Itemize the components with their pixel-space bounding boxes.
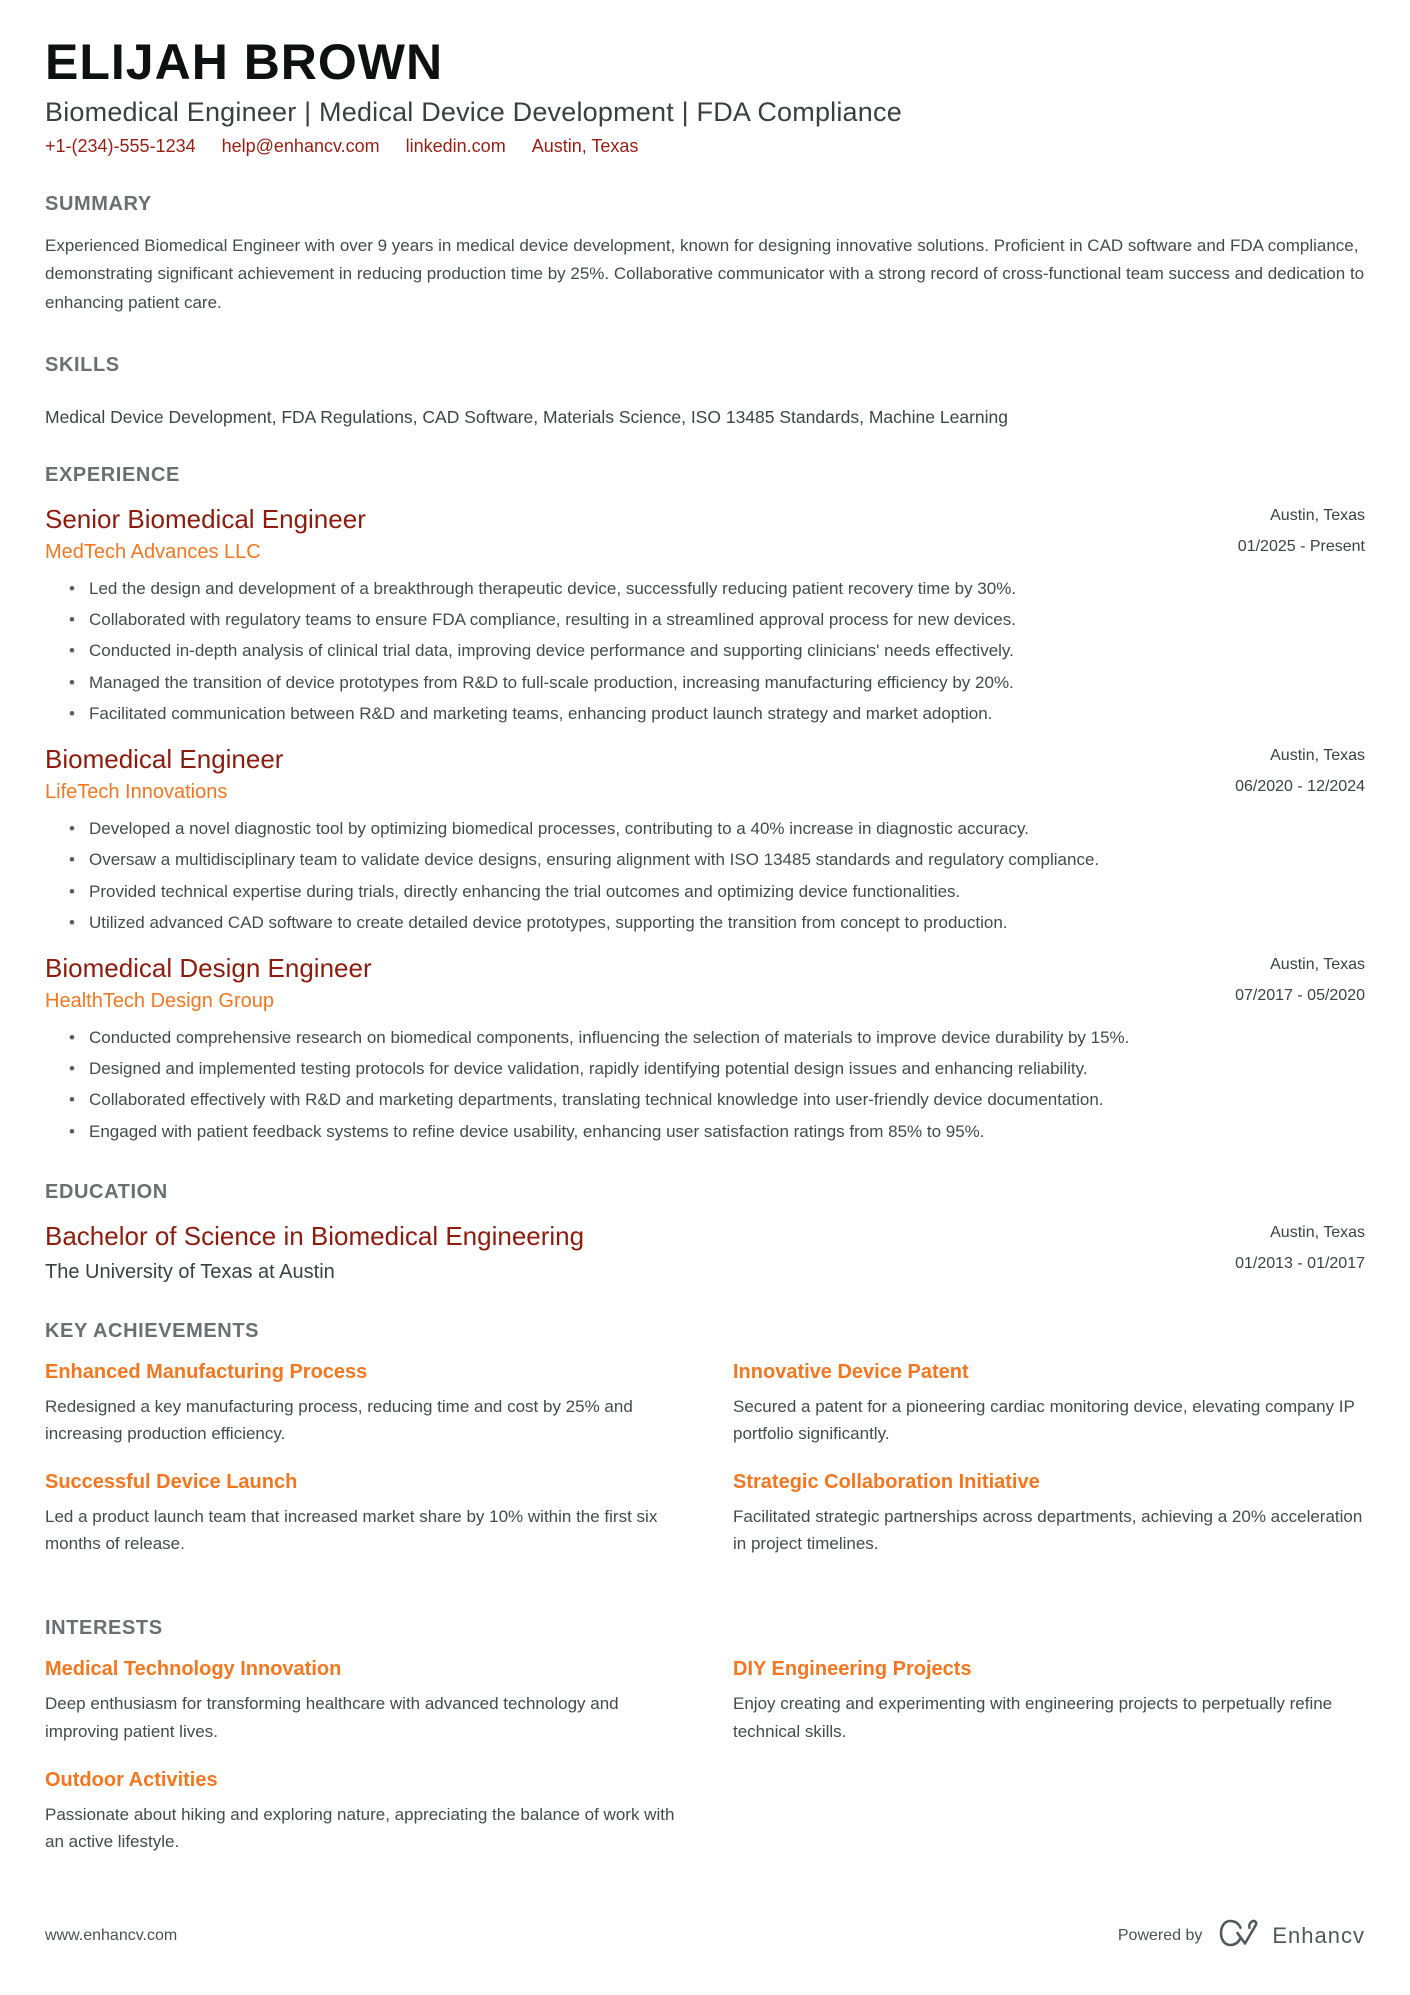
achievement-title: Strategic Collaboration Initiative <box>733 1471 1040 1494</box>
enhancv-brand-name: Enhancv <box>1272 1922 1365 1948</box>
experience-entry <box>45 743 1365 936</box>
skills-list: Medical Device Development, FDA Regulations, CAD Software, Materials Science, ISO 13485 Standards, Machine Learning <box>45 407 1008 428</box>
experience-entry-meta <box>1235 952 1365 1005</box>
education-entry <box>45 1220 1365 1284</box>
contact-row <box>45 136 1365 157</box>
company-name: MedTech Advances LLC <box>45 540 261 563</box>
degree-title: Bachelor of Science in Biomedical Engineering <box>45 1221 585 1252</box>
education-entry-meta <box>1235 1220 1365 1273</box>
interest-title: Medical Technology Innovation <box>45 1658 342 1681</box>
section-experience <box>45 464 1365 1145</box>
section-skills <box>45 354 1365 428</box>
achievement-text: Redesigned a key manufacturing process, reducing time and cost by 25% and increasing production efficiency. <box>45 1396 633 1443</box>
candidate-name: ELIJAH BROWN <box>45 34 444 90</box>
job-dates: 06/2020 - 12/2024 <box>1235 778 1365 796</box>
powered-by-brand <box>1118 1918 1365 1953</box>
job-title: Biomedical Engineer <box>45 744 284 775</box>
candidate-headline: Biomedical Engineer | Medical Device Development | FDA Compliance <box>45 96 902 127</box>
enhancv-logo-icon <box>1218 1918 1260 1953</box>
achievement-item <box>45 1471 677 1557</box>
interest-item <box>733 1658 1365 1744</box>
job-bullet: • Collaborated with regulatory teams to ensure FDA compliance, resulting in a streamlined approval process for new devices. <box>65 607 1365 633</box>
job-bullet-list <box>45 1025 1365 1145</box>
school-name: The University of Texas at Austin <box>45 1260 335 1283</box>
job-location: Austin, Texas <box>1270 956 1365 974</box>
achievement-item <box>733 1361 1365 1447</box>
education-location: Austin, Texas <box>1270 1224 1365 1242</box>
skills-heading: SKILLS <box>45 354 120 377</box>
section-interests <box>45 1617 1365 1879</box>
job-location: Austin, Texas <box>1270 507 1365 525</box>
job-bullet: • Managed the transition of device prototypes from R&D to full-scale production, increasing manufacturing efficiency by 20%. <box>65 670 1365 696</box>
job-bullet: • Conducted comprehensive research on biomedical components, influencing the selection of materials to improve device durability by 15%. <box>65 1025 1365 1051</box>
job-bullet: • Designed and implemented testing protocols for device validation, rapidly identifying potential design issues and enhancing reliability. <box>65 1056 1365 1082</box>
achievements-heading: KEY ACHIEVEMENTS <box>45 1319 260 1342</box>
job-bullet-list <box>45 816 1365 936</box>
job-bullet: • Provided technical expertise during trials, directly enhancing the trial outcomes and optimizing device functionalities. <box>65 879 1365 905</box>
experience-entry <box>45 503 1365 727</box>
experience-heading: EXPERIENCE <box>45 464 180 487</box>
experience-entry-head <box>45 952 1365 1013</box>
experience-entry-meta <box>1235 743 1365 796</box>
resume-header <box>45 36 1365 157</box>
job-title: Biomedical Design Engineer <box>45 953 372 984</box>
education-dates: 01/2013 - 01/2017 <box>1235 1255 1365 1273</box>
company-name: LifeTech Innovations <box>45 780 228 803</box>
summary-text: Experienced Biomedical Engineer with over 9 years in medical device development, known for designing innovative solutions. Proficient in CAD software and FDA compliance, demonstrating significant achievement in reducing production time by 25%. Collaborative communicator with a strong record of cross-functional team success and dedication to enhancing patient care. <box>45 235 1365 313</box>
experience-entry <box>45 952 1365 1145</box>
achievements-grid <box>45 1361 1365 1582</box>
experience-entry-head <box>45 743 1365 804</box>
interest-text: Deep enthusiasm for transforming healthcare with advanced technology and improving patient lives. <box>45 1694 619 1741</box>
interest-item <box>45 1769 677 1855</box>
enhancv-website-link[interactable]: www.enhancv.com <box>45 1926 178 1944</box>
job-bullet: • Developed a novel diagnostic tool by optimizing biomedical processes, contributing to a 40% increase in diagnostic accuracy. <box>65 816 1365 842</box>
powered-by-label: Powered by <box>1117 1926 1203 1944</box>
page-footer <box>45 1918 1365 1953</box>
achievement-text: Led a product launch team that increased market share by 10% within the first six months of release. <box>45 1507 658 1554</box>
job-bullet: • Facilitated communication between R&D and marketing teams, enhancing product launch strategy and market adoption. <box>65 701 1365 727</box>
interest-text: Passionate about hiking and exploring nature, appreciating the balance of work with an active lifestyle. <box>45 1804 675 1851</box>
experience-entry-head <box>45 503 1365 564</box>
experience-entry-meta <box>1238 503 1365 556</box>
job-bullet: • Oversaw a multidisciplinary team to validate device designs, ensuring alignment with ISO 13485 standards and regulatory compliance. <box>65 847 1365 873</box>
achievement-item <box>45 1361 677 1447</box>
achievement-text: Facilitated strategic partnerships across departments, achieving a 20% acceleration in project timelines. <box>733 1507 1363 1554</box>
achievement-text: Secured a patent for a pioneering cardiac monitoring device, elevating company IP portfolio significantly. <box>733 1396 1355 1443</box>
job-bullet-list <box>45 576 1365 728</box>
interest-item <box>45 1658 677 1744</box>
section-education <box>45 1181 1365 1284</box>
job-bullet: • Engaged with patient feedback systems to refine device usability, enhancing user satisfaction ratings from 85% to 95%. <box>65 1119 1365 1145</box>
achievement-item <box>733 1471 1365 1557</box>
education-entry-head <box>45 1220 1365 1284</box>
company-name: HealthTech Design Group <box>45 989 275 1012</box>
job-dates: 07/2017 - 05/2020 <box>1235 987 1365 1005</box>
summary-heading: SUMMARY <box>45 192 152 215</box>
education-heading: EDUCATION <box>45 1181 168 1204</box>
contact-email-link[interactable]: help@enhancv.com <box>221 135 380 156</box>
section-summary <box>45 193 1365 319</box>
interest-title: Outdoor Activities <box>45 1768 218 1791</box>
section-achievements <box>45 1320 1365 1582</box>
interest-text: Enjoy creating and experimenting with engineering projects to perpetually refine technical skills. <box>733 1694 1333 1741</box>
job-bullet: • Collaborated effectively with R&D and marketing departments, translating technical knowledge into user-friendly device documentation. <box>65 1087 1365 1113</box>
contact-linkedin-link[interactable]: linkedin.com <box>405 135 506 156</box>
job-location: Austin, Texas <box>1270 747 1365 765</box>
achievement-title: Innovative Device Patent <box>733 1360 969 1383</box>
job-bullet: • Led the design and development of a breakthrough therapeutic device, successfully reducing patient recovery time by 30%. <box>65 576 1365 602</box>
achievement-title: Successful Device Launch <box>45 1471 298 1494</box>
interest-title: DIY Engineering Projects <box>733 1658 972 1681</box>
job-dates: 01/2025 - Present <box>1237 538 1365 556</box>
job-bullet: • Utilized advanced CAD software to create detailed device prototypes, supporting the transition from concept to production. <box>65 910 1365 936</box>
job-bullet: • Conducted in-depth analysis of clinical trial data, improving device performance and supporting clinicians' needs effectively. <box>65 638 1365 664</box>
job-title: Senior Biomedical Engineer <box>45 504 366 535</box>
interests-heading: INTERESTS <box>45 1617 163 1640</box>
contact-location: Austin, Texas <box>531 135 639 156</box>
contact-phone-link[interactable]: +1-(234)-555-1234 <box>45 135 196 156</box>
achievement-title: Enhanced Manufacturing Process <box>45 1360 368 1383</box>
interests-grid <box>45 1658 1365 1879</box>
